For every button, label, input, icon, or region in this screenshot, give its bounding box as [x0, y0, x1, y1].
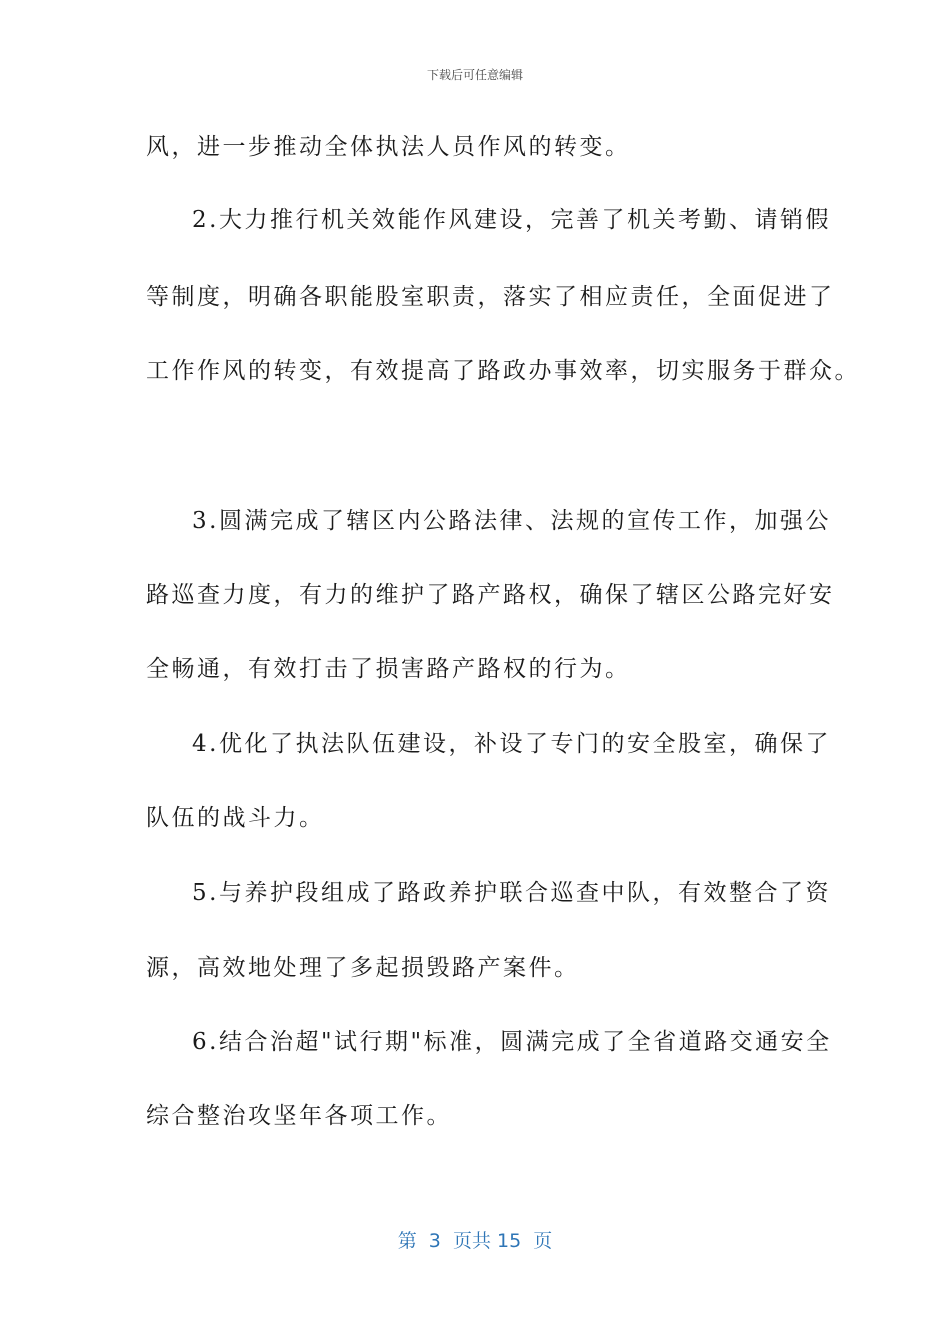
page-header: 下载后可任意编辑 [426, 68, 523, 82]
text-line: 6.结合治超"试行期"标准，圆满完成了全省道路交通安全 [192, 1029, 832, 1055]
text-line: 等制度，明确各职能股室职责，落实了相应责任，全面促进了 [146, 284, 835, 310]
text-line: 路巡查力度，有力的维护了路产路权，确保了辖区公路完好安 [146, 582, 835, 608]
text-line: 队伍的战斗力。 [146, 805, 325, 831]
text-line: 综合整治攻坚年各项工作。 [146, 1103, 452, 1129]
text-line: 3.圆满完成了辖区内公路法律、法规的宣传工作，加强公 [192, 508, 831, 534]
text-line: 风，进一步推动全体执法人员作风的转变。 [146, 134, 631, 160]
text-line: 源，高效地处理了多起损毁路产案件。 [146, 955, 580, 981]
text-line: 4.优化了执法队伍建设，补设了专门的安全股室，确保了 [192, 731, 831, 757]
text-line: 工作作风的转变，有效提高了路政办事效率，切实服务于群众。 [146, 358, 860, 384]
text-line: 5.与养护段组成了路政养护联合巡查中队，有效整合了资 [192, 880, 831, 906]
text-line: 全畅通，有效打击了损害路产路权的行为。 [146, 656, 631, 682]
text-line: 2.大力推行机关效能作风建设，完善了机关考勤、请销假 [192, 207, 831, 233]
page-number-footer: 第 3 页共 15 页 [397, 1230, 553, 1252]
